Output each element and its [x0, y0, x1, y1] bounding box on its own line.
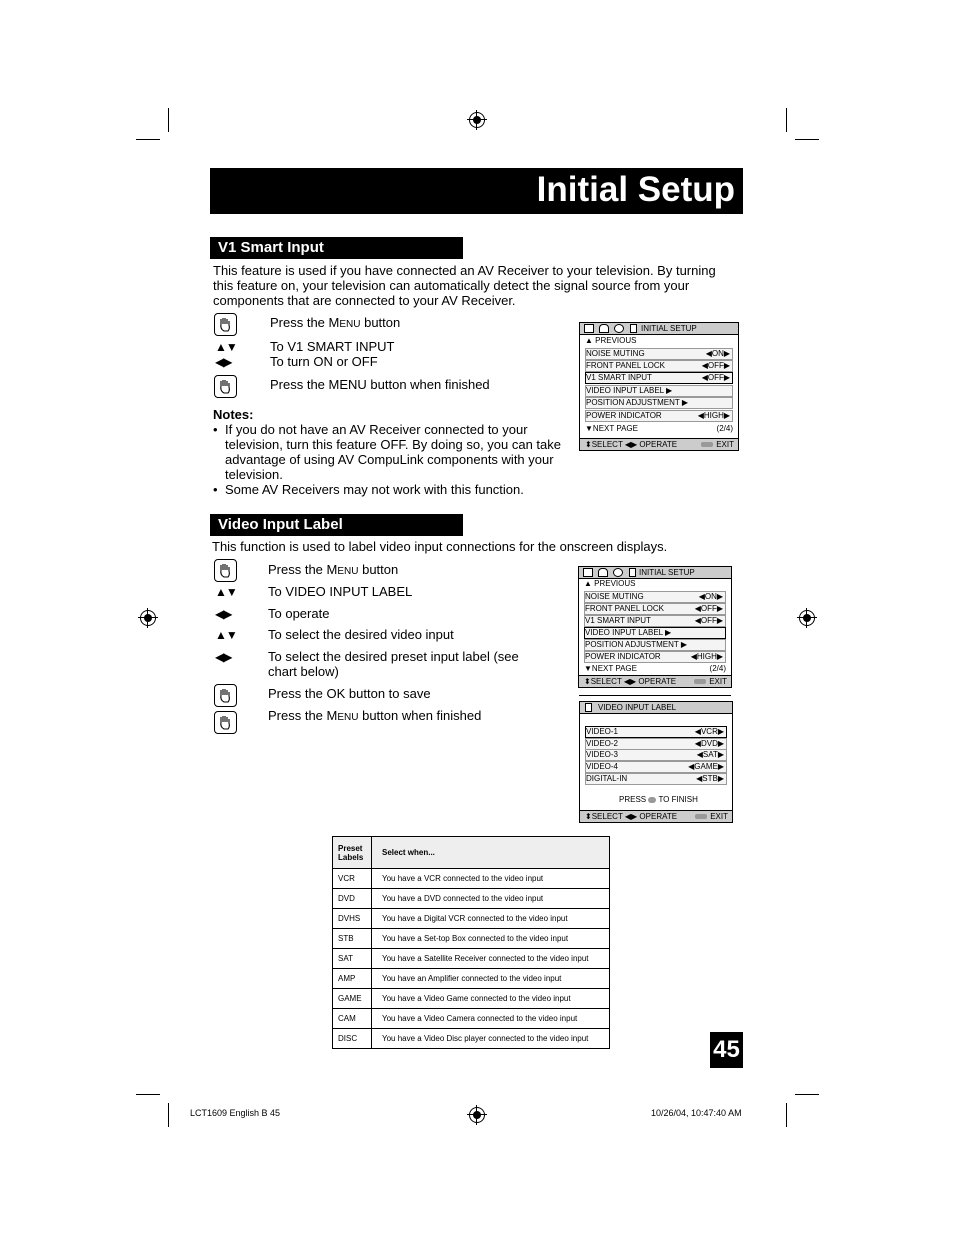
preset-description: You have a VCR connected to the video input	[372, 869, 610, 889]
table-row	[333, 1009, 610, 1029]
table-row	[333, 889, 610, 909]
osd-footer: ⬍SELECT ◀▶ OPERATE EXIT	[580, 810, 732, 822]
vil-step-6: Press the OK button to save	[268, 686, 431, 701]
table-row	[333, 1029, 610, 1049]
table-row	[333, 949, 610, 969]
preset-label: DVD	[333, 889, 372, 909]
osd-initial-setup-menu	[578, 566, 732, 688]
table-header: Preset Labels	[333, 837, 372, 869]
crop-mark	[786, 1103, 787, 1127]
menu-key-icon	[701, 442, 713, 447]
left-right-arrows-icon: ◀▶	[215, 650, 232, 664]
page-number: 45	[710, 1032, 743, 1068]
menu-button-icon	[214, 313, 237, 336]
vil-step-5: To select the desired preset input label (see chart below)	[268, 649, 519, 679]
menu-key-icon	[695, 814, 707, 819]
preset-description: You have a Digital VCR connected to the video input	[372, 909, 610, 929]
video-input-label-heading: Video Input Label	[210, 514, 463, 536]
osd-row: VIDEO-2 ◀DVD▶	[585, 738, 727, 750]
menu-button-icon	[214, 559, 237, 582]
preset-label: DISC	[333, 1029, 372, 1049]
v1-step-1: Press the MENU button	[270, 315, 401, 330]
osd-row: VIDEO-3 ◀SAT▶	[585, 749, 727, 761]
osd-previous: ▲ PREVIOUS	[585, 336, 637, 345]
up-down-arrows-icon: ▲▼	[215, 585, 237, 599]
setup-tab-icon	[585, 703, 592, 712]
osd-row: NOISE MUTING ◀ON▶	[584, 591, 726, 603]
osd-row: V1 SMART INPUT ◀OFF▶	[584, 615, 726, 627]
timer-tab-icon	[613, 568, 623, 577]
osd-title: VIDEO INPUT LABEL	[598, 703, 677, 712]
preset-label: CAM	[333, 1009, 372, 1029]
preset-description: You have a Satellite Receiver connected to the video input	[372, 949, 610, 969]
osd-press-to-finish: PRESS TO FINISH	[619, 795, 698, 804]
osd-row: POSITION ADJUSTMENT ▶	[585, 397, 733, 409]
table-header: Select when...	[372, 837, 610, 869]
osd-row: FRONT PANEL LOCK ◀OFF▶	[585, 360, 733, 372]
osd-row-selected: VIDEO-1 ◀VCR▶	[585, 726, 727, 738]
crop-mark	[786, 108, 787, 132]
preset-label: STB	[333, 929, 372, 949]
picture-tab-icon	[583, 568, 593, 577]
osd-next-page: ▼NEXT PAGE (2/4)	[584, 664, 726, 673]
osd-footer: ⬍SELECT ◀▶ OPERATE EXIT	[580, 438, 738, 450]
osd-video-input-label-menu	[579, 701, 733, 823]
preset-label: SAT	[333, 949, 372, 969]
crop-mark	[168, 1103, 169, 1127]
sound-tab-icon	[598, 568, 608, 577]
osd-row: POSITION ADJUSTMENT ▶	[584, 639, 726, 651]
table-row	[333, 869, 610, 889]
note-bullet: •	[213, 422, 218, 437]
page-title: Initial Setup	[536, 170, 735, 209]
note-bullet: •	[213, 482, 218, 497]
vil-step-4: To select the desired video input	[268, 627, 454, 642]
vil-step-1: Press the MENU button	[268, 562, 399, 577]
osd-row: VIDEO-4 ◀GAME▶	[585, 761, 727, 773]
table-header-row	[333, 837, 610, 869]
preset-label: AMP	[333, 969, 372, 989]
osd-row: POWER INDICATOR ◀HIGH▶	[585, 410, 733, 422]
preset-label: DVHS	[333, 909, 372, 929]
sound-tab-icon	[599, 324, 609, 333]
crop-mark	[168, 108, 169, 132]
crop-mark	[136, 139, 160, 140]
note-2: Some AV Receivers may not work with this function.	[225, 482, 524, 497]
osd-row: DIGITAL-IN ◀STB▶	[585, 773, 727, 785]
up-down-arrows-icon: ▲▼	[215, 628, 237, 642]
vil-step-3: To operate	[268, 606, 330, 621]
v1-intro: This feature is used if you have connected an AV Receiver to your television. By turning this feature on, your television can automatically detect the signal source from your components that are connected to your AV Receiver.	[213, 263, 716, 308]
preset-description: You have a DVD connected to the video input	[372, 889, 610, 909]
v1-step-3: To turn ON or OFF	[270, 354, 378, 369]
v1-step-2: To V1 SMART INPUT	[270, 339, 395, 354]
vil-step-7: Press the MENU button when finished	[268, 708, 482, 723]
table-row	[333, 989, 610, 1009]
menu-key-icon	[694, 679, 706, 684]
osd-next-page: ▼NEXT PAGE (2/4)	[585, 424, 733, 433]
footer-left: LCT1609 English B 45	[190, 1108, 281, 1118]
osd-row-selected: VIDEO INPUT LABEL ▶	[584, 627, 726, 639]
left-right-arrows-icon: ◀▶	[215, 355, 232, 369]
timer-tab-icon	[614, 324, 624, 333]
vil-step-2: To VIDEO INPUT LABEL	[268, 584, 413, 599]
setup-tab-icon	[630, 324, 637, 333]
note-1: If you do not have an AV Receiver connected to your television, turn this feature OFF. By doing so, you can take advantage of using AV CompuLink components with your television.	[225, 422, 562, 482]
divider	[579, 695, 731, 696]
v1-step-4: Press the MENU button when finished	[270, 377, 490, 392]
menu-button-icon	[214, 375, 237, 398]
ok-button-icon	[214, 684, 237, 707]
registration-mark-icon	[469, 112, 485, 128]
osd-previous: ▲ PREVIOUS	[584, 579, 636, 588]
notes-heading: Notes:	[213, 407, 254, 422]
preset-description: You have a Video Disc player connected to the video input	[372, 1029, 610, 1049]
preset-label: VCR	[333, 869, 372, 889]
vil-intro: This function is used to label video input connections for the onscreen displays.	[212, 539, 668, 554]
page-title-bar	[210, 168, 743, 214]
osd-row: POWER INDICATOR ◀HIGH▶	[584, 651, 726, 663]
preset-description: You have a Video Camera connected to the video input	[372, 1009, 610, 1029]
preset-label: GAME	[333, 989, 372, 1009]
osd-row: FRONT PANEL LOCK ◀OFF▶	[584, 603, 726, 615]
table-row	[333, 969, 610, 989]
left-right-arrows-icon: ◀▶	[215, 607, 232, 621]
osd-row: VIDEO INPUT LABEL ▶	[585, 385, 733, 397]
crop-mark	[795, 1094, 819, 1095]
preset-labels-table	[332, 836, 610, 1049]
osd-title: INITIAL SETUP	[641, 324, 697, 333]
footer-right: 10/26/04, 10:47:40 AM	[651, 1108, 742, 1118]
table-row	[333, 929, 610, 949]
preset-description: You have an Amplifier connected to the video input	[372, 969, 610, 989]
preset-description: You have a Video Game connected to the video input	[372, 989, 610, 1009]
picture-tab-icon	[584, 324, 594, 333]
osd-initial-setup-menu	[579, 322, 739, 451]
ok-key-icon	[648, 797, 656, 803]
crop-mark	[136, 1094, 160, 1095]
up-down-arrows-icon: ▲▼	[215, 340, 237, 354]
menu-button-icon	[214, 711, 237, 734]
osd-row: NOISE MUTING ◀ON▶	[585, 348, 733, 360]
crop-mark	[795, 139, 819, 140]
osd-title: INITIAL SETUP	[639, 568, 695, 577]
preset-description: You have a Set-top Box connected to the video input	[372, 929, 610, 949]
v1-smart-input-heading: V1 Smart Input	[210, 237, 463, 259]
setup-tab-icon	[629, 568, 636, 577]
registration-mark-icon	[469, 1107, 485, 1123]
registration-mark-icon	[140, 610, 156, 626]
osd-row-selected: V1 SMART INPUT ◀OFF▶	[585, 372, 733, 384]
osd-footer: ⬍SELECT ◀▶ OPERATE EXIT	[579, 675, 731, 687]
table-row	[333, 909, 610, 929]
registration-mark-icon	[799, 610, 815, 626]
